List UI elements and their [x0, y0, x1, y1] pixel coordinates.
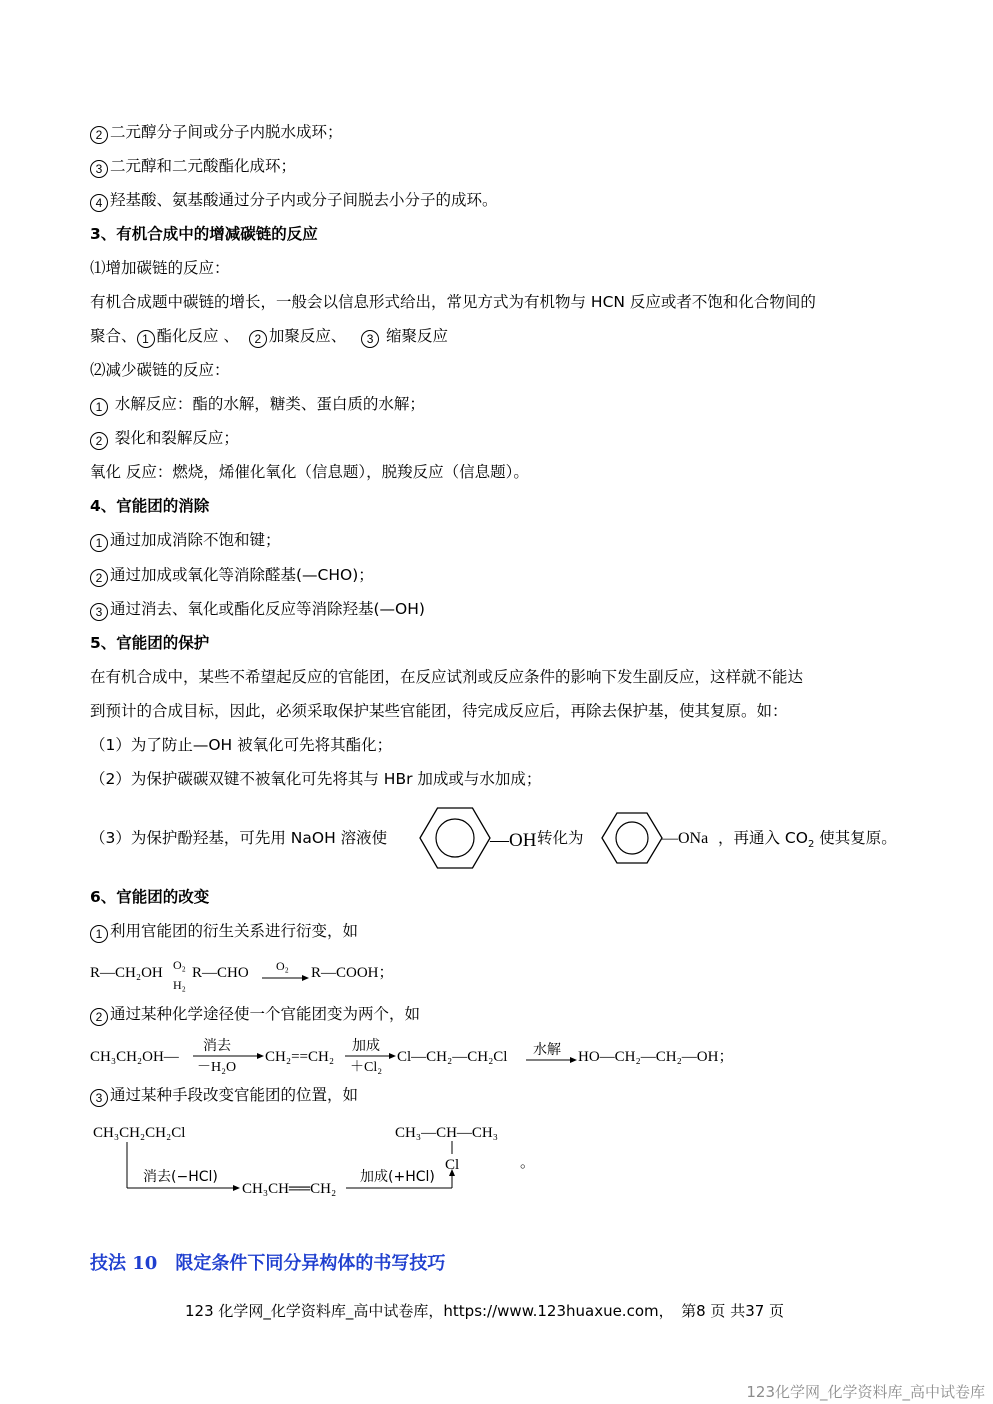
eq1-bottom: H₂: [173, 978, 186, 992]
text: （3）为保护酚羟基，可先用 NaOH 溶液使: [90, 829, 388, 847]
eq2-mid2: Cl—CH₂—CH₂Cl: [397, 1049, 508, 1065]
section-heading-3: 3、有机合成中的增减碳链的反应: [90, 225, 318, 243]
section-heading-4: 4、官能团的消除: [90, 497, 210, 515]
paragraph-protect-1: 在有机合成中，某些不希望起反应的官能团，在反应试剂或反应条件的影响下发生副反应，这样就不能达: [90, 668, 804, 686]
eq3-reactant: CH₃CH₂CH₂Cl: [93, 1125, 186, 1141]
subheading-increase: ⑴增加碳链的反应：: [90, 259, 230, 277]
watermark: 123化学网_化学资料库_高中试卷库: [746, 1383, 985, 1401]
subscript: 2: [807, 839, 815, 850]
eq2-top1: 消去: [203, 1038, 231, 1054]
circled-number: 3: [90, 603, 108, 621]
circled-number: 2: [90, 126, 108, 144]
section-heading-6: 6、官能团的改变: [90, 888, 210, 906]
text: 酯化反应 、: [156, 327, 239, 345]
text: 通过某种化学途径使一个官能团变为两个，如: [110, 1005, 421, 1023]
circled-number: 4: [90, 194, 108, 212]
eq3-period: 。: [520, 1153, 536, 1171]
text: 通过加成消除不饱和键；: [110, 531, 281, 549]
eq2-bottom1: －H₂O: [197, 1060, 237, 1075]
eq3-product-cl: Cl: [445, 1157, 460, 1173]
technique-10-heading: 技法 10 限定条件下同分异构体的书写技巧: [90, 1253, 446, 1274]
text: 缩聚反应: [381, 327, 449, 345]
line-oxidation: 氧化 反应：燃烧，烯催化氧化（信息题），脱羧反应（信息题）。: [90, 463, 529, 481]
eq3-product-chain: CH₃—CH—CH₃: [395, 1125, 498, 1141]
text: 利用官能团的衍生关系进行衍变，如: [110, 922, 359, 940]
circled-number: 2: [90, 432, 108, 450]
circled-number: 2: [249, 330, 267, 348]
circled-number: 1: [90, 534, 108, 552]
circled-number: 1: [137, 330, 155, 348]
eq1-end: R—COOH；: [311, 965, 394, 981]
subheading-decrease: ⑵减少碳链的反应：: [90, 361, 230, 379]
section-heading-5: 5、官能团的保护: [90, 634, 210, 652]
text: 通过消去、氧化或酯化反应等消除羟基(—OH): [110, 600, 425, 618]
text: 使其复原。: [814, 829, 897, 847]
text: 水解反应：酯的水解，糖类、蛋白质的水解；: [110, 395, 425, 413]
text: 二元醇和二元酸酯化成环；: [110, 157, 297, 175]
text: 通过加成或氧化等消除醛基(—CHO)；: [110, 566, 374, 584]
paragraph-1: 有机合成题中碳链的增长，一般会以信息形式给出，常见方式为有机物与 HCN 反应或者不饱和化合物间的: [90, 293, 816, 311]
circled-number: 3: [90, 160, 108, 178]
text: 通过某种手段改变官能团的位置，如: [110, 1086, 359, 1104]
line-protect-oh: （1）为了防止—OH 被氧化可先将其酯化；: [90, 736, 393, 754]
text: 羟基酸、氨基酸通过分子内或分子间脱去小分子的成环。: [110, 191, 498, 209]
text: 聚合、: [90, 327, 137, 345]
eq2-top2: 加成: [352, 1038, 380, 1054]
phenoxide-ona-label: —ONa: [662, 830, 709, 847]
eq2-mid1: CH₂==CH₂: [265, 1049, 335, 1065]
eq1-mid: R—CHO: [192, 965, 249, 981]
eq1-top: O₂: [173, 958, 186, 972]
text: ，再通入 CO: [718, 829, 808, 847]
eq1-start: R—CH₂OH: [90, 965, 163, 981]
eq1-top2: O₂: [276, 959, 289, 973]
circled-number: 1: [90, 925, 108, 943]
eq2-top3: 水解: [533, 1042, 561, 1058]
circled-number: 3: [90, 1089, 108, 1107]
phenol-oh-label: —OH: [490, 830, 537, 851]
circled-number: 1: [90, 398, 108, 416]
page-footer: 123 化学网_化学资料库_高中试卷库，https://www.123huaxue.com， 第8 页 共37 页: [185, 1302, 785, 1320]
text: 加聚反应、: [268, 327, 347, 345]
line-protect-double-bond: （2）为保护碳碳双键不被氧化可先将其与 HBr 加成或与水加成；: [90, 770, 542, 788]
circled-number: 2: [90, 569, 108, 587]
eq2-bottom2: ＋Cl₂: [350, 1060, 383, 1075]
eq2-end: HO—CH₂—CH₂—OH；: [578, 1049, 734, 1065]
circled-number: 2: [90, 1008, 108, 1026]
paragraph-protect-2: 到预计的合成目标，因此，必须采取保护某些官能团，待完成反应后，再除去保护基，使其复原。如：: [90, 702, 788, 720]
eq3-step1: 消去(−HCl): [143, 1169, 218, 1185]
eq3-step2: 加成(+HCl): [360, 1169, 435, 1185]
eq3-intermediate: CH₃CH══CH₂: [242, 1181, 337, 1197]
eq2-start: CH₃CH₂OH—: [90, 1049, 179, 1065]
eq3-arrowhead1: [233, 1185, 240, 1191]
text: 二元醇分子间或分子内脱水成环；: [110, 123, 343, 141]
convert-label: 转化为: [537, 829, 584, 847]
text: 裂化和裂解反应；: [110, 429, 239, 447]
circled-number: 3: [361, 330, 379, 348]
